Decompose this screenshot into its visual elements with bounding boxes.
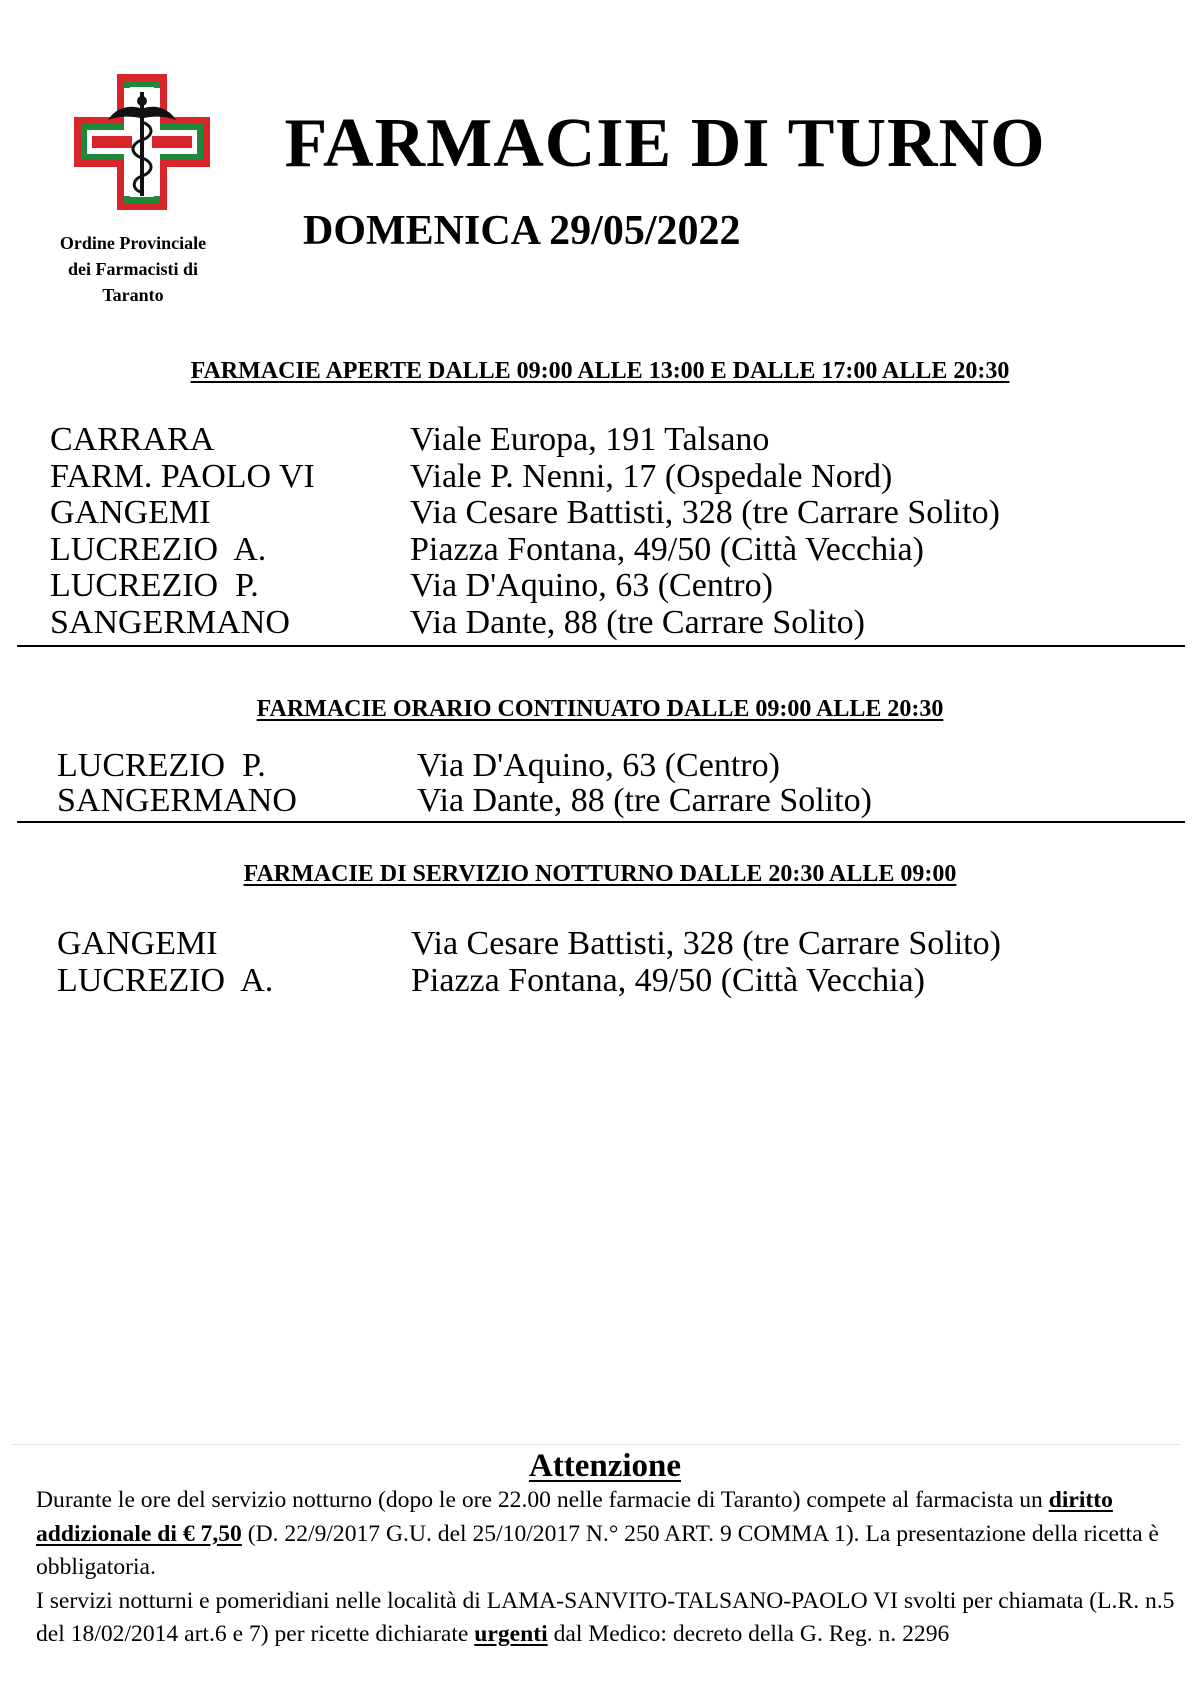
pharmacy-address: Via D'Aquino, 63 (Centro) bbox=[410, 567, 773, 604]
pharmacy-name: LUCREZIO A. bbox=[57, 961, 274, 999]
pharmacy-row bbox=[50, 459, 1000, 496]
pharmacy-row bbox=[50, 605, 1000, 642]
pharmacy-name: LUCREZIO A. bbox=[50, 530, 267, 568]
pharmacy-row bbox=[50, 422, 1000, 459]
attention-title: Attenzione bbox=[528, 1448, 682, 1484]
pharmacy-name: SANGERMANO bbox=[57, 782, 297, 819]
pharmacy-list-day bbox=[50, 422, 1000, 641]
pharmacy-name: GANGEMI bbox=[50, 494, 211, 531]
pharmacy-name: CARRARA bbox=[50, 421, 215, 458]
pharmacy-address: Piazza Fontana, 49/50 (Città Vecchia) bbox=[411, 961, 925, 999]
pharmacy-name: LUCREZIO P. bbox=[50, 567, 259, 604]
org-line-3: Taranto bbox=[102, 285, 164, 305]
pharmacy-row bbox=[50, 495, 1000, 532]
attention-paragraph-1: Durante le ore del servizio notturno (dopo le ore 22.00 nelle farmacie di Taranto) compete al farmacista un diritto addizionale di € 7,50 (D. 22/9/2017 G.U. del 25/10/2017 N.° 250 ART. 9 COMMA 1). La presentazione della ricetta è obbligatoria. bbox=[36, 1487, 1159, 1580]
pharmacy-list-night bbox=[57, 926, 1001, 999]
pharmacy-row bbox=[50, 568, 1000, 605]
section-divider bbox=[17, 821, 1185, 823]
pharmacy-address: Viale Europa, 191 Talsano bbox=[410, 421, 770, 458]
pharmacy-address: Piazza Fontana, 49/50 (Città Vecchia) bbox=[410, 530, 924, 568]
pharmacy-address: Via D'Aquino, 63 (Centro) bbox=[417, 747, 780, 784]
pharmacy-row bbox=[57, 748, 872, 783]
section-divider bbox=[17, 645, 1185, 647]
pharmacy-name: FARM. PAOLO VI bbox=[50, 457, 315, 495]
pharmacy-address: Via Cesare Battisti, 328 (tre Carrare Solito) bbox=[411, 925, 1001, 962]
additional-fee-emphasis: diritto addizionale di € 7,50 bbox=[36, 1487, 1113, 1547]
org-name bbox=[28, 230, 238, 308]
pharmacy-row bbox=[57, 963, 1001, 1000]
org-line-1: Ordine Provinciale bbox=[59, 233, 207, 253]
attention-paragraph-2: I servizi notturni e pomeridiani nelle località di LAMA-SANVITO-TALSANO-PAOLO VI svolti per chiamata (L.R. n.5 del 18/02/2014 art.6 e 7) per ricette dichiarate urgenti dal Medico: decreto della G. Reg. n. 2296 bbox=[36, 1587, 1175, 1647]
page-title: FARMACIE DI TURNO bbox=[284, 105, 1046, 182]
org-line-2: dei Farmacisti di bbox=[68, 259, 198, 279]
pharmacy-address: Via Dante, 88 (tre Carrare Solito) bbox=[410, 603, 865, 641]
pharmacy-cross-caduceus-icon bbox=[74, 74, 210, 210]
section-heading-night: FARMACIE DI SERVIZIO NOTTURNO DALLE 20:30 ALLE 09:00 bbox=[243, 861, 957, 887]
pharmacy-name: GANGEMI bbox=[57, 925, 218, 962]
pharmacy-address: Viale P. Nenni, 17 (Ospedale Nord) bbox=[410, 457, 893, 495]
page-date: DOMENICA 29/05/2022 bbox=[303, 208, 741, 254]
attention-text bbox=[36, 1484, 1176, 1652]
pharmacy-row bbox=[50, 532, 1000, 569]
section-heading-continuous: FARMACIE ORARIO CONTINUATO DALLE 09:00 ALLE 20:30 bbox=[256, 696, 944, 722]
section-heading-day: FARMACIE APERTE DALLE 09:00 ALLE 13:00 E DALLE 17:00 ALLE 20:30 bbox=[190, 358, 1010, 384]
pharmacy-row bbox=[57, 783, 872, 818]
pharmacy-name: LUCREZIO P. bbox=[57, 747, 266, 784]
pharmacy-name: SANGERMANO bbox=[50, 603, 290, 641]
urgent-emphasis: urgenti bbox=[474, 1621, 548, 1647]
pharmacy-address: Via Dante, 88 (tre Carrare Solito) bbox=[417, 782, 872, 819]
pharmacy-address: Via Cesare Battisti, 328 (tre Carrare Solito) bbox=[410, 494, 1000, 531]
pharmacy-row bbox=[57, 926, 1001, 963]
footer-divider bbox=[12, 1444, 1180, 1445]
pharmacy-list-continuous bbox=[57, 748, 872, 818]
